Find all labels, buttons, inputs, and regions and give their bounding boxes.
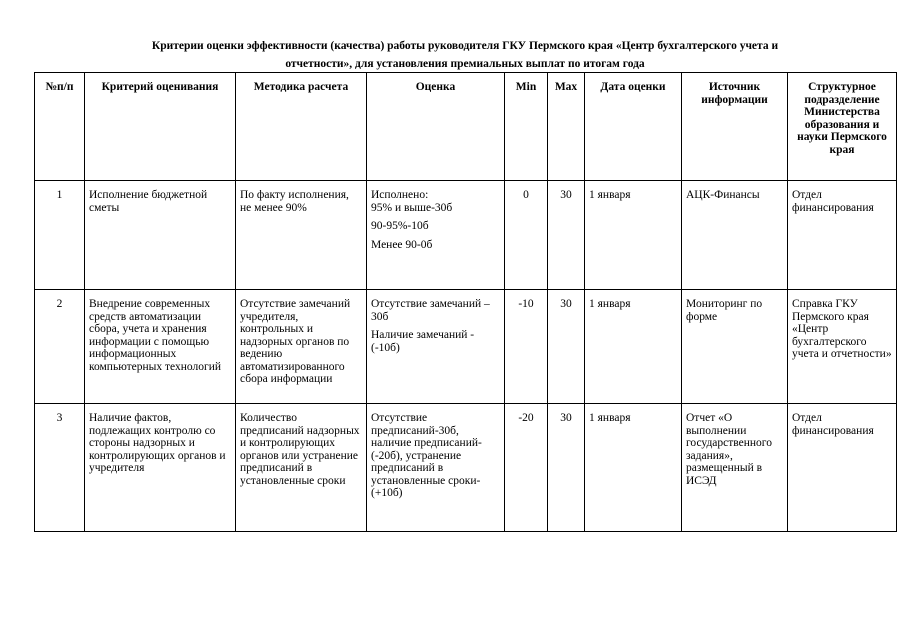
cell-department: Справка ГКУ Пермского края «Центр бухгалтерского учета и отчетности»: [788, 290, 897, 404]
cell-num: 3: [35, 404, 85, 532]
cell-max: 30: [548, 404, 585, 532]
cell-max: 30: [548, 290, 585, 404]
table-header-row: [35, 73, 897, 181]
header-date: Дата оценки: [585, 73, 682, 181]
cell-num: 2: [35, 290, 85, 404]
cell-evaluation: [367, 404, 505, 532]
cell-min: -20: [505, 404, 548, 532]
cell-method: Отсутствие замечаний учредителя, контрольных и надзорных органов по ведению автоматизированного сбора информации: [236, 290, 367, 404]
evaluation-line: Наличие замечаний - (-10б): [371, 329, 475, 354]
cell-min: 0: [505, 181, 548, 290]
cell-min: -10: [505, 290, 548, 404]
header-method: Методика расчета: [236, 73, 367, 181]
cell-max: 30: [548, 181, 585, 290]
header-num: №п/п: [35, 73, 85, 181]
evaluation-line: Отсутствие предписаний-30б, наличие предписаний-(-20б), устранение предписаний в установленные сроки-(+10б): [371, 412, 482, 499]
table-row: [35, 404, 897, 532]
table-row: [35, 290, 897, 404]
criteria-table: [34, 72, 897, 532]
cell-method: Количество предписаний надзорных и контролирующих органов или устранение предписаний в установленные сроки: [236, 404, 367, 532]
cell-num: 1: [35, 181, 85, 290]
document-title: [85, 37, 845, 73]
cell-date: 1 января: [585, 290, 682, 404]
header-source: Источник информации: [682, 73, 788, 181]
cell-source: Мониторинг по форме: [682, 290, 788, 404]
cell-department: Отдел финансирования: [788, 181, 897, 290]
header-max: Max: [548, 73, 585, 181]
table-row: [35, 181, 897, 290]
cell-department: Отдел финансирования: [788, 404, 897, 532]
cell-source: АЦК-Финансы: [682, 181, 788, 290]
cell-date: 1 января: [585, 181, 682, 290]
evaluation-line: Исполнено: 95% и выше-30б: [371, 189, 453, 214]
cell-criterion: Наличие фактов, подлежащих контролю со стороны надзорных и контролирующих органов и учредителя: [85, 404, 236, 532]
evaluation-line: 90-95%-10б: [371, 220, 429, 232]
cell-evaluation: [367, 290, 505, 404]
cell-evaluation: [367, 181, 505, 290]
header-evaluation: Оценка: [367, 73, 505, 181]
header-department: Структурное подразделение Министерства образования и науки Пермского края: [788, 73, 897, 181]
cell-source: Отчет «О выполнении государственного задания», размещенный в ИСЭД: [682, 404, 788, 532]
cell-method: По факту исполнения, не менее 90%: [236, 181, 367, 290]
header-min: Min: [505, 73, 548, 181]
evaluation-line: Отсутствие замечаний – 30б: [371, 298, 490, 323]
evaluation-line: Менее 90-0б: [371, 238, 433, 251]
header-criterion: Критерий оценивания: [85, 73, 236, 181]
cell-date: 1 января: [585, 404, 682, 532]
title-line-1: Критерии оценки эффективности (качества) работы руководителя ГКУ Пермского края «Центр бухгалтерского учета и: [151, 40, 779, 52]
title-line-2: отчетности», для установления премиальных выплат по итогам года: [285, 58, 645, 70]
cell-criterion: Внедрение современных средств автоматизации сбора, учета и хранения информации с помощью информационных компьютерных технологий: [85, 290, 236, 404]
cell-criterion: Исполнение бюджетной сметы: [85, 181, 236, 290]
